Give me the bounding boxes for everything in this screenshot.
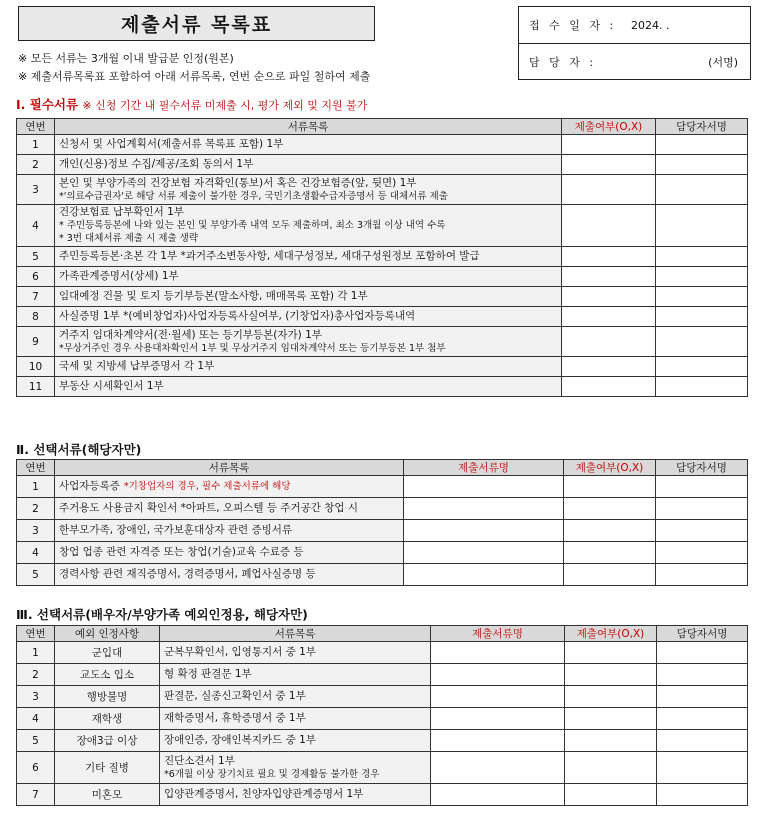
row-number <box>17 542 55 564</box>
doc-line: 국세 및 지방세 납부증명서 각 1부 <box>59 360 215 372</box>
exception-type <box>55 730 160 752</box>
row-number <box>17 708 55 730</box>
table-row <box>17 476 748 498</box>
exception-type <box>55 752 160 784</box>
submitted-ox-field[interactable] <box>562 267 656 287</box>
cell-text: 경력사항 관련 재직증명서, 경력증명서, 폐업사실증명 등 <box>59 568 316 580</box>
table-row <box>17 307 748 327</box>
row-number <box>17 520 55 542</box>
section1-subtitle: ※ 신청 기간 내 필수서류 미제출 시, 평가 제외 및 지원 불가 <box>82 99 368 112</box>
table-header-row <box>17 119 748 135</box>
col-submitted: 제출여부(O,X) <box>564 460 656 476</box>
doc-description <box>160 708 431 730</box>
doc-line: 진단소견서 1부 <box>164 754 235 767</box>
officer-sign-field[interactable] <box>656 175 748 205</box>
doc-line: 사실증명 1부 *(예비창업자)사업자등록사실여부, (기창업자)총사업자등록내역 <box>59 310 416 322</box>
note-validity: ※ 모든 서류는 3개월 이내 발급분 인정(원본) <box>18 52 234 65</box>
officer-label: 담 당 자 : <box>529 56 597 69</box>
cell-text: 2 <box>32 502 39 515</box>
officer-sign-field[interactable] <box>657 708 748 730</box>
cell-text: 재학생 <box>91 713 123 725</box>
cell-text: 6 <box>32 761 39 774</box>
cell-text: 7 <box>32 290 39 303</box>
col-officer-sign: 담당자서명 <box>656 460 748 476</box>
doc-line: 판결문, 실종신고확인서 중 1부 <box>164 690 306 702</box>
officer-sign-field[interactable] <box>656 247 748 267</box>
doc-line: 거주지 임대차계약서(전·월세) 또는 등기부등본(자가) 1부 <box>59 328 322 341</box>
doc-line: 주민등록등본·초본 각 1부 *과거주소변동사항, 세대구성정보, 세대구성원정보 포함하여 발급 <box>59 250 480 262</box>
table-row <box>17 542 748 564</box>
table-row <box>17 642 748 664</box>
table-row <box>17 357 748 377</box>
officer-sign-field[interactable] <box>656 476 748 498</box>
doc-line: * 주민등록등본에 나와 있는 본인 및 부양가족 내역 모두 제출하며, 최소 3개월 이상 내역 수록 <box>59 220 446 231</box>
doc-description <box>55 564 404 586</box>
officer-sign-field[interactable] <box>656 267 748 287</box>
table-row <box>17 752 748 784</box>
table-row <box>17 135 748 155</box>
row-number <box>17 175 55 205</box>
doc-description <box>55 476 404 498</box>
page-title: 제출서류 목록표 <box>18 6 375 41</box>
doc-line: 본인 및 부양가족의 건강보험 자격확인(통보)서 혹은 건강보험증(앞, 뒷면) 1부 <box>59 176 417 189</box>
submitted-ox-field[interactable] <box>562 175 656 205</box>
officer-sign-field[interactable] <box>657 664 748 686</box>
doc-line: 장애인증, 장애인복지카드 중 1부 <box>164 734 316 746</box>
row-number <box>17 267 55 287</box>
submitted-ox-field[interactable] <box>562 155 656 175</box>
row-number <box>17 730 55 752</box>
doc-line: 부동산 시세확인서 1부 <box>59 380 164 392</box>
doc-name-field[interactable] <box>404 542 564 564</box>
doc-description <box>55 520 404 542</box>
cell-text: 3 <box>32 524 39 537</box>
submitted-ox-field[interactable] <box>564 520 656 542</box>
required-docs-table <box>16 118 748 397</box>
exception-type <box>55 642 160 664</box>
row-number <box>17 287 55 307</box>
table-row <box>17 155 748 175</box>
cell-text: 6 <box>32 270 39 283</box>
officer-sign-field[interactable] <box>656 564 748 586</box>
submitted-ox-field[interactable] <box>565 686 657 708</box>
exception-docs-table <box>16 625 748 806</box>
col-submitted: 제출여부(O,X) <box>562 119 656 135</box>
col-doc-name: 제출서류명 <box>431 626 565 642</box>
row-number <box>17 155 55 175</box>
exception-type <box>55 784 160 806</box>
cell-text: 4 <box>32 712 39 725</box>
doc-description <box>55 542 404 564</box>
submitted-ox-field[interactable] <box>564 476 656 498</box>
table-row <box>17 730 748 752</box>
receipt-date-row <box>519 7 750 43</box>
submitted-ox-field[interactable] <box>562 377 656 397</box>
doc-line: 개인(신용)정보 수집/제공/조회 동의서 1부 <box>59 158 254 170</box>
submitted-ox-field[interactable] <box>562 307 656 327</box>
col-doc-list: 서류목록 <box>55 460 404 476</box>
submitted-ox-field[interactable] <box>564 498 656 520</box>
cell-text: 창업 업종 관련 자격증 또는 창업(기술)교육 수료증 등 <box>59 546 304 558</box>
officer-row <box>519 43 750 80</box>
table-row <box>17 564 748 586</box>
cell-text: 9 <box>32 335 39 348</box>
section3-heading: Ⅲ. 선택서류(배우자/부양가족 예외인정용, 해당자만) <box>16 607 308 622</box>
doc-description <box>55 135 562 155</box>
doc-line: 형 확정 판결문 1부 <box>164 668 252 680</box>
doc-description <box>160 642 431 664</box>
section2-heading: Ⅱ. 선택서류(해당자만) <box>16 442 142 457</box>
receipt-date-label: 접 수 일 자 : <box>529 19 617 32</box>
cell-text: 1 <box>32 646 39 659</box>
table-row <box>17 708 748 730</box>
submitted-ox-field[interactable] <box>564 542 656 564</box>
submitted-ox-field[interactable] <box>565 708 657 730</box>
officer-sign-field[interactable] <box>656 205 748 247</box>
cell-text: 5 <box>32 568 39 581</box>
submitted-ox-field[interactable] <box>564 564 656 586</box>
table-row <box>17 267 748 287</box>
doc-name-field[interactable] <box>431 708 565 730</box>
row-number <box>17 784 55 806</box>
cell-text: 기타 질병 <box>85 762 129 774</box>
cell-text: 한부모가족, 장애인, 국가보훈대상자 관련 증빙서류 <box>59 524 293 536</box>
submitted-ox-field[interactable] <box>562 357 656 377</box>
doc-name-field[interactable] <box>404 476 564 498</box>
col-exception: 예외 인정사항 <box>55 626 160 642</box>
row-number <box>17 357 55 377</box>
doc-description <box>160 664 431 686</box>
doc-description <box>55 498 404 520</box>
doc-description <box>160 752 431 784</box>
doc-note: *기창업자의 경우, 필수 제출서류에 해당 <box>123 481 291 492</box>
col-doc-list: 서류목록 <box>160 626 431 642</box>
cell-text: 장애3급 이상 <box>76 735 138 747</box>
exception-type <box>55 664 160 686</box>
cell-text: 주거용도 사용금지 확인서 *아파트, 오피스텔 등 주거공간 창업 시 <box>59 502 359 514</box>
officer-sign-field[interactable] <box>656 155 748 175</box>
note-filing: ※ 제출서류목록표 포함하여 아래 서류목록, 연번 순으로 파일 철하여 제출 <box>18 70 371 83</box>
cell-text: 1 <box>32 138 39 151</box>
table-row <box>17 498 748 520</box>
exception-type <box>55 686 160 708</box>
doc-line: *무상거주인 경우 사용대차확인서 1부 및 무상거주지 임대차계약서 또는 등기부등본 1부 첨부 <box>59 342 446 354</box>
doc-line: 건강보험료 납부확인서 1부 <box>59 206 184 218</box>
col-officer-sign: 담당자서명 <box>657 626 748 642</box>
submitted-ox-field[interactable] <box>565 642 657 664</box>
doc-name-field[interactable] <box>431 752 565 784</box>
officer-sign-field[interactable] <box>656 542 748 564</box>
section1-heading: Ⅰ. 필수서류 <box>16 97 79 112</box>
doc-description <box>160 730 431 752</box>
table-row <box>17 520 748 542</box>
table-row <box>17 287 748 307</box>
col-no: 연번 <box>17 626 55 642</box>
cell-text: 교도소 입소 <box>79 669 135 681</box>
doc-description <box>160 686 431 708</box>
section1-title <box>16 95 367 113</box>
officer-sign-field[interactable] <box>657 784 748 806</box>
submitted-ox-field[interactable] <box>565 664 657 686</box>
cell-text: 2 <box>32 158 39 171</box>
row-number <box>17 307 55 327</box>
doc-name-field[interactable] <box>431 686 565 708</box>
doc-name-field[interactable] <box>404 564 564 586</box>
cell-text: 10 <box>28 360 43 373</box>
doc-description <box>55 247 562 267</box>
cell-text: 5 <box>32 250 39 263</box>
doc-name-field[interactable] <box>404 520 564 542</box>
col-officer-sign: 담당자서명 <box>656 119 748 135</box>
cell-text: 11 <box>28 380 43 393</box>
table-row <box>17 784 748 806</box>
officer-sign-field[interactable] <box>656 327 748 357</box>
col-doc-name: 제출서류명 <box>404 460 564 476</box>
doc-description <box>55 357 562 377</box>
table-row <box>17 327 748 357</box>
cell-text: 사업자등록증 <box>59 480 120 492</box>
col-no: 연번 <box>17 119 55 135</box>
officer-sign-field[interactable] <box>657 730 748 752</box>
officer-sign-field[interactable] <box>657 642 748 664</box>
doc-name-field[interactable] <box>404 498 564 520</box>
row-number <box>17 135 55 155</box>
cell-text: 3 <box>32 690 39 703</box>
officer-sign-field[interactable] <box>656 135 748 155</box>
receipt-info-box <box>518 6 751 80</box>
cell-text: 8 <box>32 310 39 323</box>
table-row <box>17 247 748 267</box>
doc-name-field[interactable] <box>431 642 565 664</box>
doc-description <box>55 205 562 247</box>
cell-text: 1 <box>32 480 39 493</box>
optional-docs-table <box>16 459 748 586</box>
doc-description <box>55 287 562 307</box>
doc-description <box>55 155 562 175</box>
col-submitted: 제출여부(O,X) <box>565 626 657 642</box>
table-row <box>17 664 748 686</box>
table-row <box>17 175 748 205</box>
doc-line: 가족관계증명서(상세) 1부 <box>59 270 179 282</box>
cell-text: 5 <box>32 734 39 747</box>
doc-line: 신청서 및 사업계획서(제출서류 목록표 포함) 1부 <box>59 138 284 150</box>
col-no: 연번 <box>17 460 55 476</box>
row-number <box>17 327 55 357</box>
row-number <box>17 476 55 498</box>
cell-text: 군입대 <box>91 647 123 659</box>
doc-line: 임대예정 건물 및 토지 등기부등본(말소사항, 매매목록 포함) 각 1부 <box>59 290 368 302</box>
cell-text: 행방불명 <box>86 691 128 703</box>
submitted-ox-field[interactable] <box>565 752 657 784</box>
table-header-row <box>17 626 748 642</box>
doc-description <box>55 175 562 205</box>
doc-line: 군복무확인서, 입영통지서 중 1부 <box>164 646 316 658</box>
row-number <box>17 498 55 520</box>
cell-text: 미혼모 <box>91 789 123 801</box>
cell-text: 4 <box>32 219 39 232</box>
submitted-ox-field[interactable] <box>562 327 656 357</box>
table-row <box>17 205 748 247</box>
doc-line: *'의료수급권자'로 해당 서류 제출이 불가한 경우, 국민기초생활수급자증명서 등 대체서류 제출 <box>59 190 448 202</box>
cell-text: 3 <box>32 183 39 196</box>
officer-sign-field[interactable] <box>657 752 748 784</box>
signature-label: (서명) <box>708 56 738 69</box>
doc-description <box>55 267 562 287</box>
row-number <box>17 686 55 708</box>
cell-text: 2 <box>32 668 39 681</box>
cell-text: 7 <box>32 788 39 801</box>
row-number <box>17 564 55 586</box>
row-number <box>17 205 55 247</box>
officer-sign-field[interactable] <box>656 520 748 542</box>
col-doc-list: 서류목록 <box>55 119 562 135</box>
table-row <box>17 377 748 397</box>
officer-sign-field[interactable] <box>656 498 748 520</box>
doc-line: 재학증명서, 휴학증명서 중 1부 <box>164 712 306 724</box>
row-number <box>17 377 55 397</box>
doc-description <box>55 377 562 397</box>
doc-name-field[interactable] <box>431 784 565 806</box>
doc-description <box>160 784 431 806</box>
doc-line: *6개월 이상 장기치료 필요 및 경제활동 불가한 경우 <box>164 768 380 780</box>
row-number <box>17 247 55 267</box>
submitted-ox-field[interactable] <box>562 135 656 155</box>
officer-sign-field[interactable] <box>656 377 748 397</box>
doc-name-field[interactable] <box>431 664 565 686</box>
submitted-ox-field[interactable] <box>562 287 656 307</box>
receipt-date-value: 2024. . <box>631 18 670 32</box>
doc-line: 입양관계증명서, 친양자입양관계증명서 1부 <box>164 788 364 800</box>
officer-sign-field[interactable] <box>656 287 748 307</box>
submitted-ox-field[interactable] <box>562 205 656 247</box>
exception-type <box>55 708 160 730</box>
table-row <box>17 686 748 708</box>
row-number <box>17 664 55 686</box>
doc-name-field[interactable] <box>431 730 565 752</box>
section2-title <box>16 440 141 458</box>
doc-description <box>55 307 562 327</box>
section3-title <box>16 605 308 623</box>
submitted-ox-field[interactable] <box>565 784 657 806</box>
officer-sign-field[interactable] <box>657 686 748 708</box>
officer-sign-field[interactable] <box>656 307 748 327</box>
submitted-ox-field[interactable] <box>562 247 656 267</box>
row-number <box>17 642 55 664</box>
officer-sign-field[interactable] <box>656 357 748 377</box>
doc-description <box>55 327 562 357</box>
doc-line: * 3번 대체서류 제출 시 제출 생략 <box>59 233 199 244</box>
row-number <box>17 752 55 784</box>
submitted-ox-field[interactable] <box>565 730 657 752</box>
table-header-row <box>17 460 748 476</box>
cell-text: 4 <box>32 546 39 559</box>
